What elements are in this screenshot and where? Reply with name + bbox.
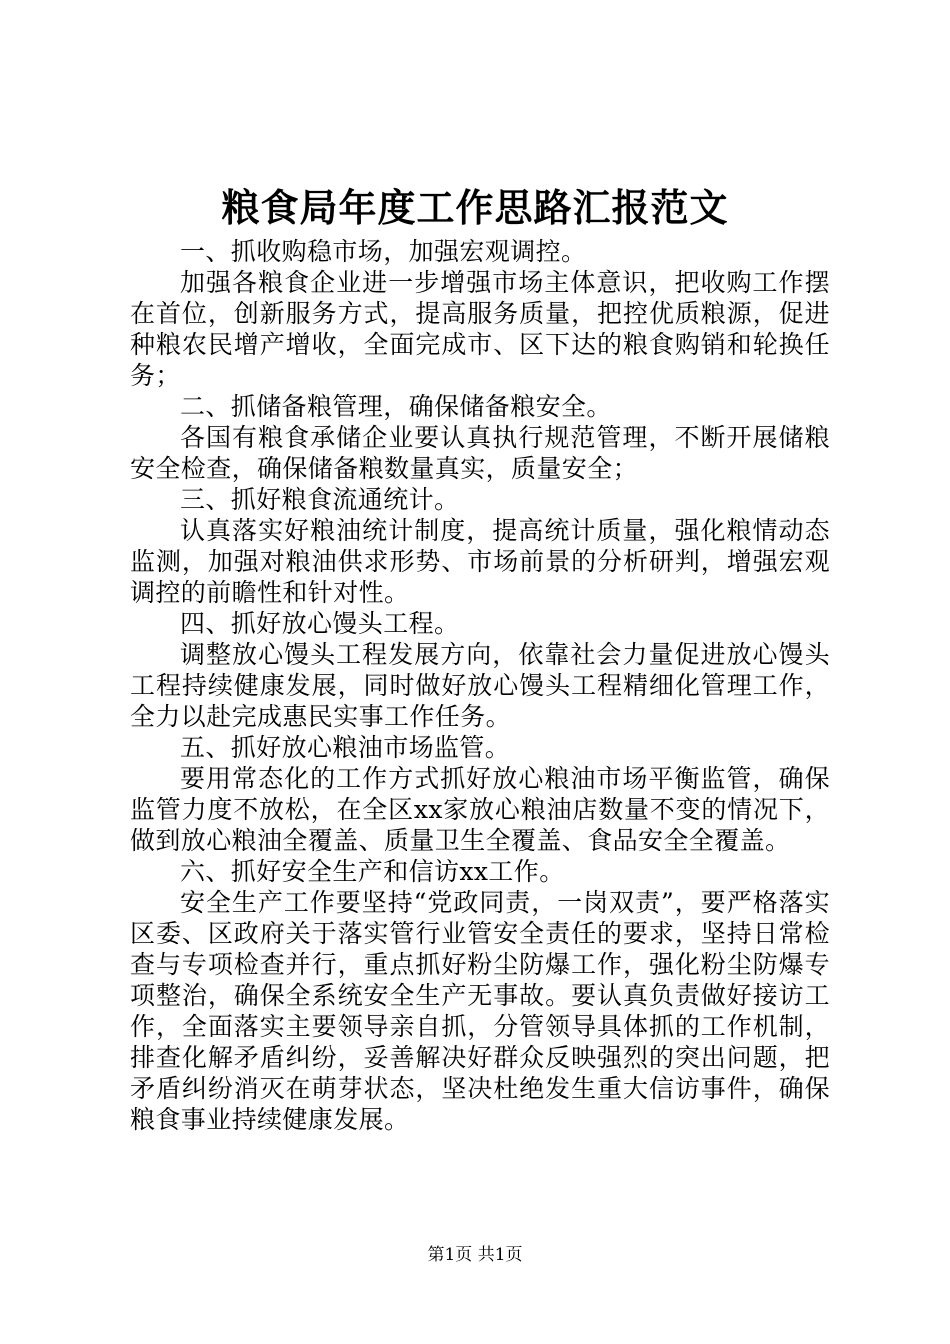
- section-paragraph-3: 认真落实好粮油统计制度，提高统计质量，强化粮情动态监测，加强对粮油供求形势、市场前景的分析研判，增强宏观调控的前瞻性和针对性。: [130, 516, 830, 607]
- page-number: 第1页 共1页: [427, 1245, 523, 1265]
- section-heading-2: 二、抓储备粮管理，确保储备粮安全。: [180, 392, 612, 421]
- section-paragraph-2: 各国有粮食承储企业要认真执行规范管理，不断开展储粮安全检查，确保储备粮数量真实，质量安全；: [130, 423, 830, 483]
- section-paragraph-1: 加强各粮食企业进一步增强市场主体意识，把收购工作摆在首位，创新服务方式，提高服务质量，把控优质粮源，促进种粮农民增产增收，全面完成市、区下达的粮食购销和轮换任务；: [130, 268, 830, 390]
- section-heading-1: 一、抓收购稳市场，加强宏观调控。: [180, 237, 587, 266]
- page-title: 粮食局年度工作思路汇报范文: [221, 185, 729, 230]
- section-heading-4: 四、抓好放心馒头工程。: [180, 609, 460, 638]
- section-paragraph-6: 安全生产工作要坚持“党政同责，一岗双责”，要严格落实区委、区政府关于落实管行业管安全责任的要求，坚持日常检查与专项检查并行，重点抓好粉尘防爆工作，强化粉尘防爆专项整治，确保全系统安全生产无事故。要认真负责做好接访工作，全面落实主要领导亲自抓，分管领导具体抓的工作机制，排查化解矛盾纠纷，妥善解决好群众反映强烈的突出问题，把矛盾纠纷消灭在萌芽状态，坚决杜绝发生重大信访事件，确保粮食事业持续健康发展。: [130, 888, 830, 1134]
- section-paragraph-4: 调整放心馒头工程发展方向，依靠社会力量促进放心馒头工程持续健康发展，同时做好放心馒头工程精细化管理工作，全力以赴完成惠民实事工作任务。: [130, 640, 830, 731]
- section-heading-5: 五、抓好放心粮油市场监管。: [180, 733, 511, 762]
- section-heading-6: 六、抓好安全生产和信访xx工作。: [180, 857, 565, 886]
- document-body: [130, 236, 830, 1135]
- section-heading-3: 三、抓好粮食流通统计。: [180, 485, 460, 514]
- section-paragraph-5: 要用常态化的工作方式抓好放心粮油市场平衡监管，确保监管力度不放松，在全区xx家放心粮油店数量不变的情况下，做到放心粮油全覆盖、质量卫生全覆盖、食品安全全覆盖。: [130, 764, 830, 855]
